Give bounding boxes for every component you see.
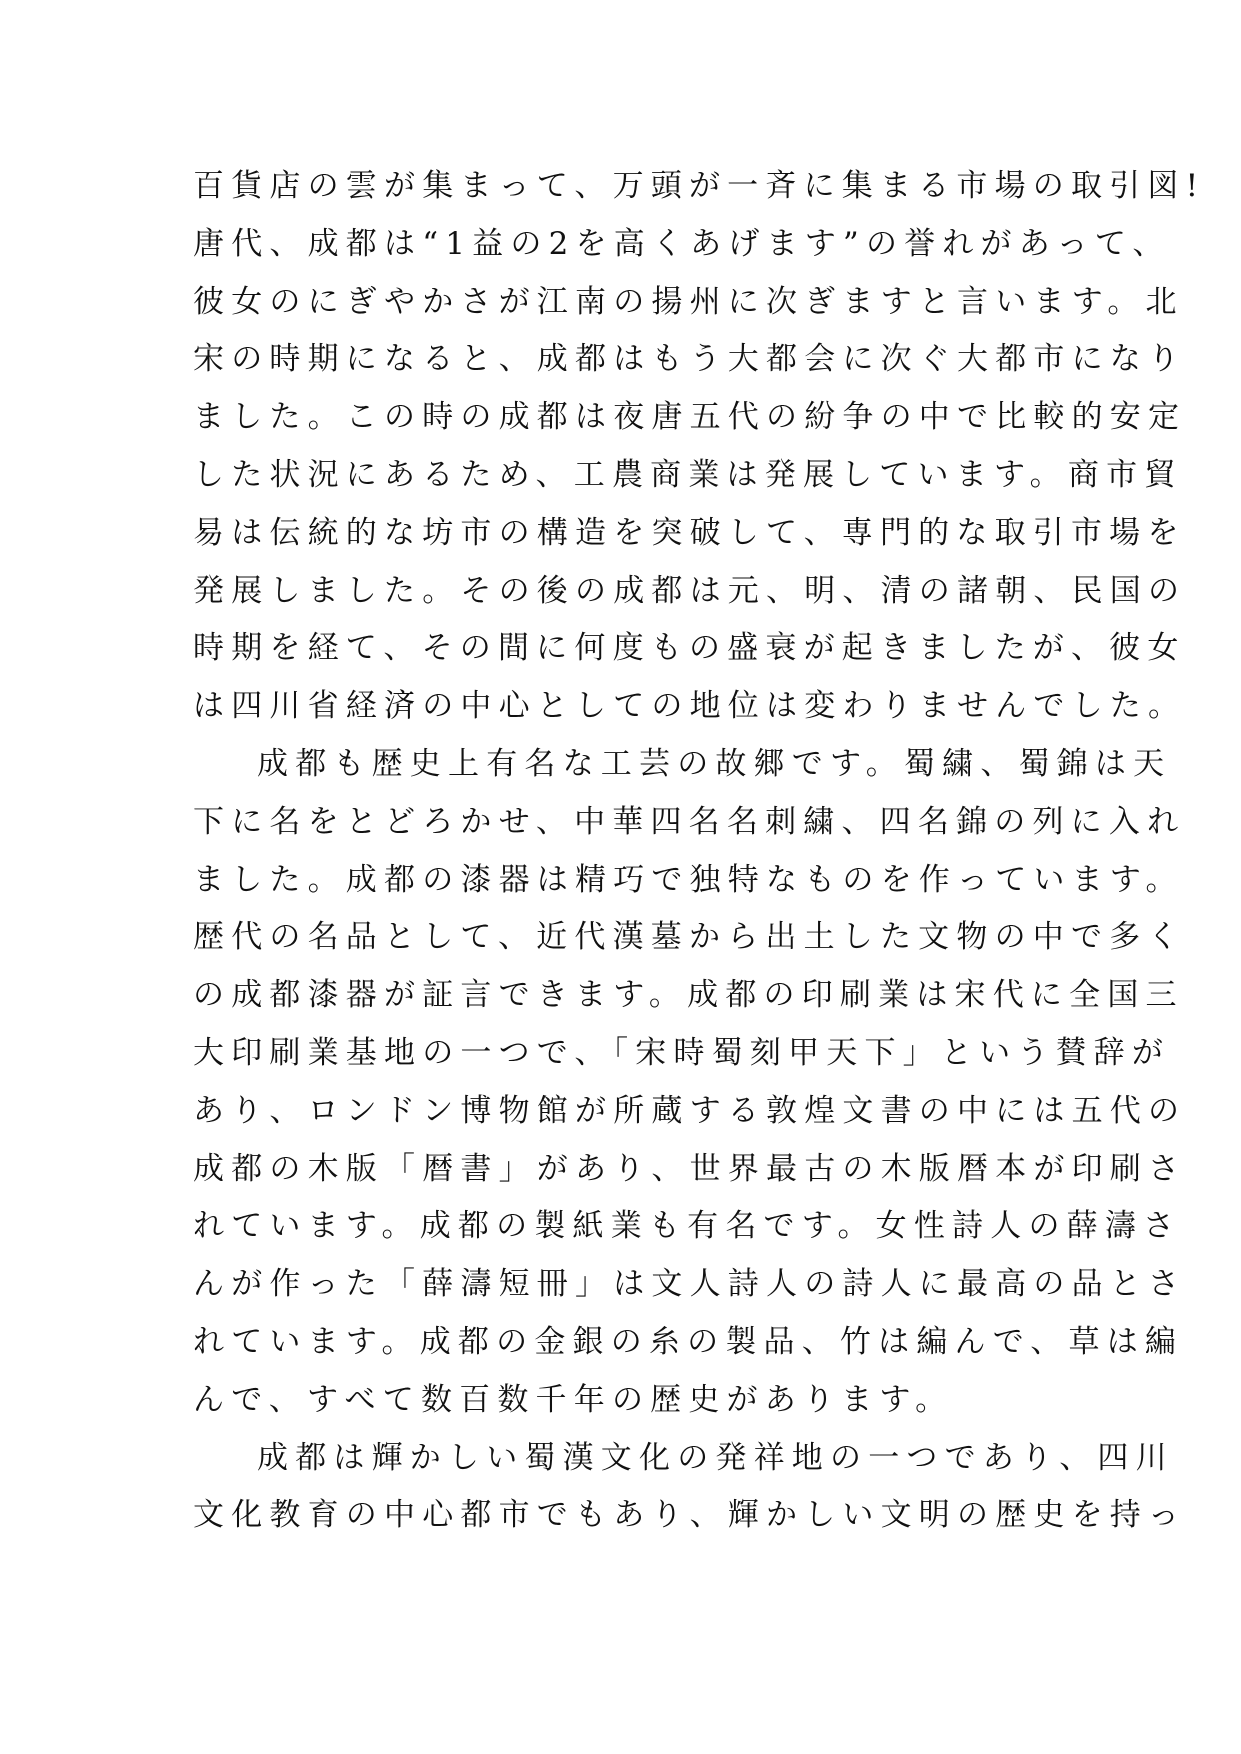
text-line: した状況にあるため、工農商業は発展しています。商市貿 <box>193 456 1183 493</box>
text-line: 大印刷業基地の一つで、「宋時蜀刻甲天下」という賛辞が <box>193 1034 1171 1071</box>
text-line: 下に名をとどろかせ、中華四名名刺繍、四名錦の列に入れ <box>193 803 1186 840</box>
text-line: 歴代の名品として、近代漢墓から出土した文物の中で多く <box>193 919 1186 956</box>
text-line: れています。成都の金銀の糸の製品、竹は編んで、草は編 <box>193 1323 1184 1360</box>
text-line: ました。この時の成都は夜唐五代の紛争の中で比較的安定 <box>193 399 1187 436</box>
text-line: 百貨店の雲が集まって、万頭が一斉に集まる市場の取引図! <box>193 168 1206 204</box>
paragraph-start-line: 成都も歴史上有名な工芸の故郷です。蜀繍、蜀錦は天 <box>257 745 1172 782</box>
text-line: んで、すべて数百数千年の歴史があります。 <box>193 1381 954 1418</box>
text-line: 時期を経て、その間に何度もの盛衰が起きましたが、彼女 <box>193 630 1186 667</box>
text-line: 成都の木版「暦書」があり、世界最古の木版暦本が印刷さ <box>193 1150 1187 1187</box>
text-line: は四川省経済の中心としての地位は変わりませんでした。 <box>193 688 1187 725</box>
paragraph-start-line: 成都は輝かしい蜀漢文化の発祥地の一つであり、四川 <box>257 1439 1174 1476</box>
text-line: あり、ロンドン博物館が所蔵する敦煌文書の中には五代の <box>193 1092 1187 1129</box>
text-line: 彼女のにぎやかさが江南の揚州に次ぎますと言います。北 <box>193 283 1184 320</box>
text-line: 発展しました。その後の成都は元、明、清の諸朝、民国の <box>193 572 1187 609</box>
text-line: 唐代、成都は“1益の2を高くあげます”の誉れがあって、 <box>193 225 1171 262</box>
text-line: 易は伝統的な坊市の構造を突破して、専門的な取引市場を <box>193 514 1186 551</box>
text-line: んが作った「薛濤短冊」は文人詩人の詩人に最高の品とさ <box>193 1266 1187 1303</box>
text-line: ました。成都の漆器は精巧で独特なものを作っています。 <box>193 861 1184 898</box>
text-line: の成都漆器が証言できます。成都の印刷業は宋代に全国三 <box>193 977 1184 1014</box>
text-line: 文化教育の中心都市でもあり、輝かしい文明の歴史を持っ <box>193 1497 1187 1534</box>
text-line: 宋の時期になると、成都はもう大都会に次ぐ大都市になり <box>193 341 1187 378</box>
body-text <box>193 158 1206 1545</box>
text-line: れています。成都の製紙業も有名です。女性詩人の薛濤さ <box>193 1208 1182 1245</box>
